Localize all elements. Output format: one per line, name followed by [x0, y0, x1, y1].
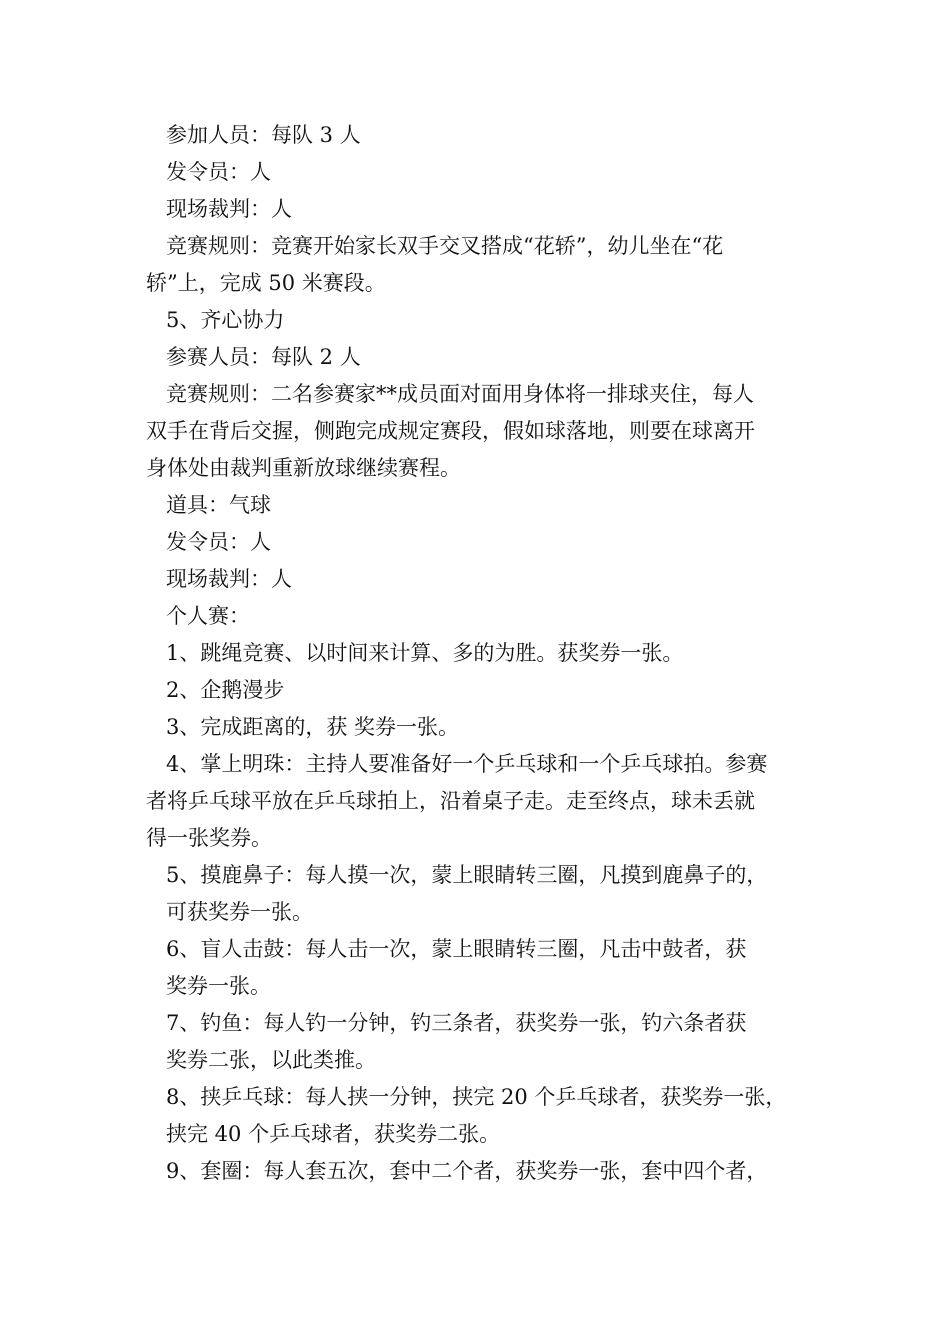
- text-line: 发令员：人: [166, 160, 271, 184]
- list-item: 3、完成距离的，获 奖券一张。: [166, 715, 460, 739]
- text-line: 者将乒乓球平放在乒乓球拍上，沿着桌子走。走至终点，球未丢就: [146, 789, 755, 813]
- list-item: 9、套圈：每人套五次，套中二个者，获奖券一张，套中四个者，: [166, 1159, 768, 1183]
- text-line: 身体处由裁判重新放球继续赛程。: [146, 456, 461, 480]
- text-line: 竞赛规则：竞赛开始家长双手交叉搭成“花轿”，幼儿坐在“花: [166, 234, 724, 258]
- section-heading: 个人赛：: [166, 604, 250, 628]
- text-line: 得一张奖券。: [146, 826, 272, 850]
- document-body: [146, 117, 818, 1190]
- text-line: 现场裁判：人: [166, 567, 292, 591]
- text-line: 轿”上，完成 50 米赛段。: [146, 271, 386, 295]
- text-line: 参赛人员：每队 2 人: [166, 345, 361, 369]
- text-line: 现场裁判：人: [166, 197, 292, 221]
- text-line: 竞赛规则：二名参赛家**成员面对面用身体将一排球夹住，每人: [166, 382, 754, 406]
- list-item: 1、跳绳竞赛、以时间来计算、多的为胜。获奖券一张。: [166, 641, 684, 665]
- list-item: 8、挟乒乓球：每人挟一分钟，挟完 20 个乒乓球者，获奖券一张，: [166, 1085, 787, 1109]
- section-heading: 5、齐心协力: [166, 308, 285, 332]
- list-item: 6、盲人击鼓：每人击一次，蒙上眼睛转三圈，凡击中鼓者，获: [166, 937, 747, 961]
- text-line: 可获奖券一张。: [166, 900, 313, 924]
- text-line: 奖券二张，以此类推。: [166, 1048, 376, 1072]
- text-line: 发令员：人: [166, 530, 271, 554]
- list-item: 5、摸鹿鼻子：每人摸一次，蒙上眼睛转三圈，凡摸到鹿鼻子的，: [166, 863, 768, 887]
- text-line: 双手在背后交握，侧跑完成规定赛段，假如球落地，则要在球离开: [146, 419, 755, 443]
- text-line: 参加人员：每队 3 人: [166, 123, 361, 147]
- list-item: 2、企鹅漫步: [166, 678, 285, 702]
- list-item: 7、钓鱼：每人钓一分钟，钓三条者，获奖券一张，钓六条者获: [166, 1011, 747, 1035]
- text-line: 挟完 40 个乒乓球者，获奖券二张。: [166, 1122, 501, 1146]
- text-line: 奖券一张。: [166, 974, 271, 998]
- text-line: 道具：气球: [166, 493, 271, 517]
- list-item: 4、掌上明珠：主持人要准备好一个乒乓球和一个乒乓球拍。参赛: [166, 752, 768, 776]
